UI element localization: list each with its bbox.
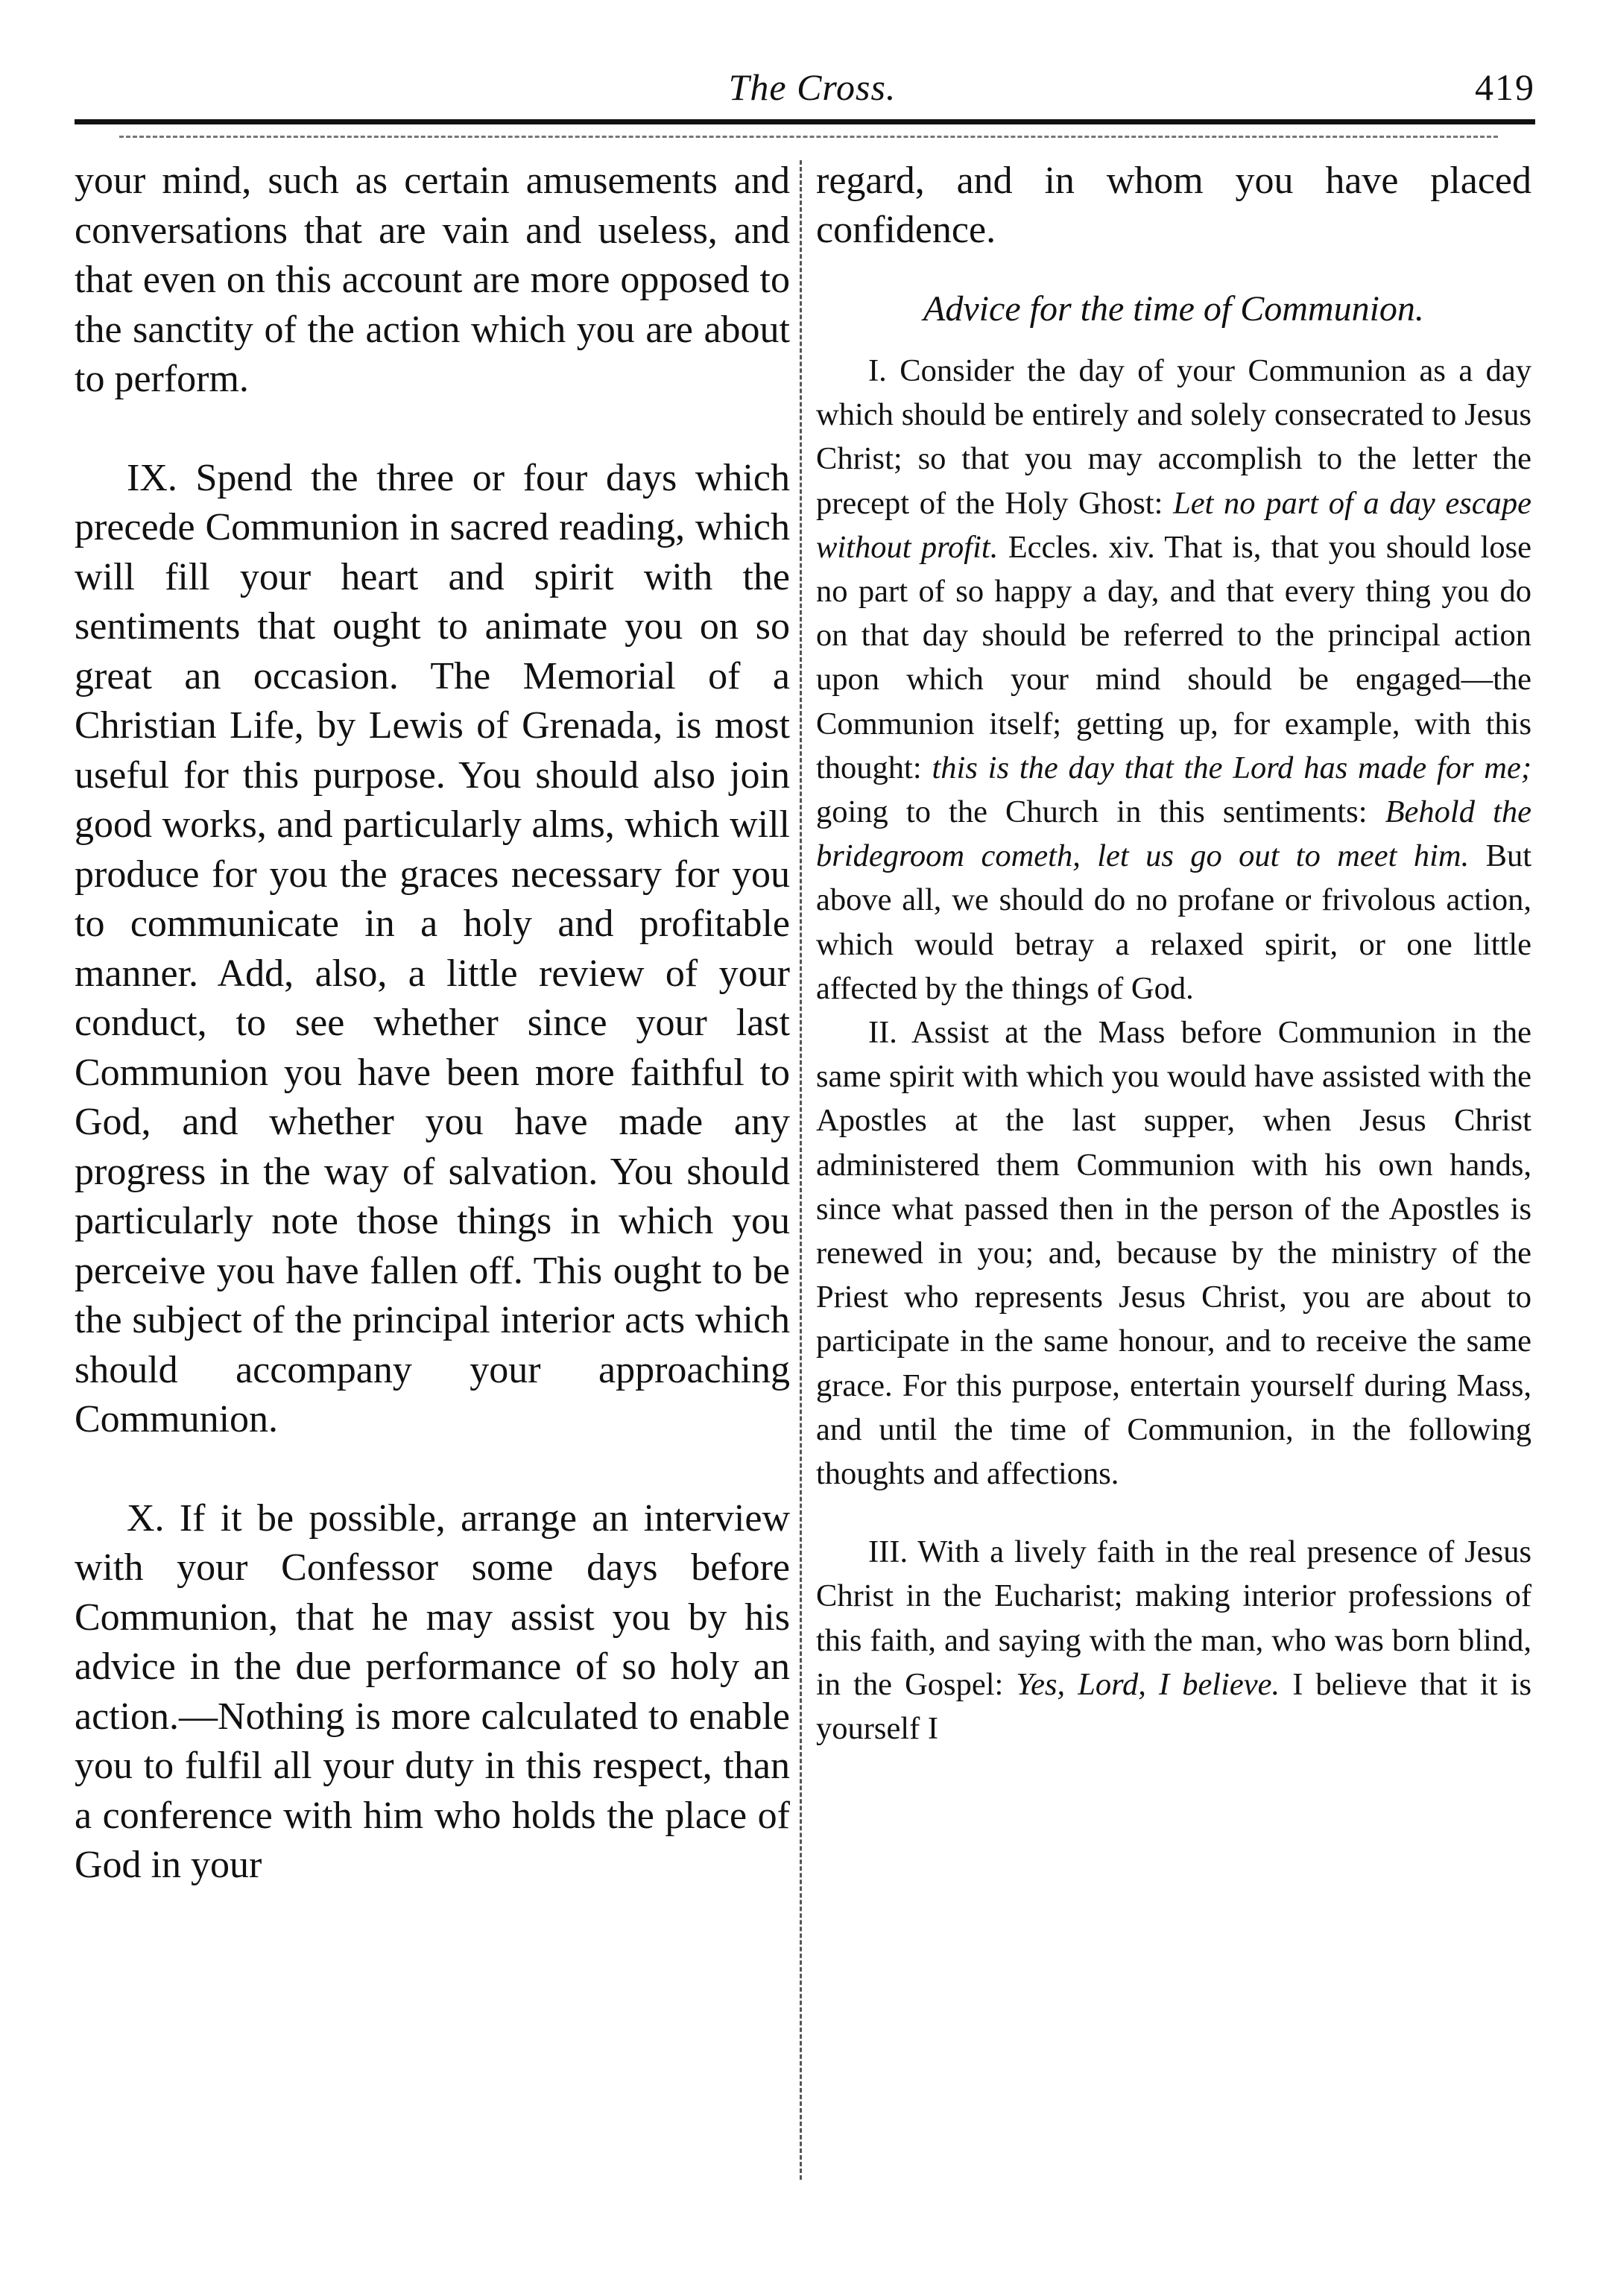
paragraph-i (816, 349, 1531, 1011)
paragraph-i-quote-f: Behold the bridegroom cometh, let us go out to meet him. (816, 794, 1531, 874)
paragraph-i-text-e: going to the Church in this sentiments: (816, 794, 1368, 830)
paragraph-iii (816, 1530, 1531, 1751)
paragraph-i-quote-a: Let no part of a day escape without profit. (816, 485, 1531, 565)
paragraph-continued-left: your mind, such as certain amusements and conversations that are vain and useless, and that even on this account are more opposed to the sanctity of the action which you are about to perform. (75, 159, 790, 400)
paragraph-ix: IX. Spend the three or four days which precede Communion in sacred reading, which will fill your heart and spirit with the sentiments that ought to animate you on so great an occasion. The Memorial of a Christian Life, by Lewis of Grenada, is most useful for this purpose. You should also join good works, and particularly alms, which will produce for you the graces necessary for you to communicate in a holy and profitable manner. Add, also, a little review of your conduct, to see whether since your last Communion you have been more faithful to God, and whether you have made any progress in the way of salvation. You should particularly note those things in which you perceive you have fallen off. This ought to be the subject of the principal interior acts which should accompany your approaching Communion. (75, 456, 790, 1440)
paragraph-i-text-g: But above all, we should do no profane or frivolous action, which would betray a relaxed spirit, or one little affected by the things of God. (816, 838, 1531, 1006)
paragraph-iii-quote-b: Yes, Lord, I believe. (1016, 1666, 1280, 1702)
paragraph-i-quote-d: this is the day that the Lord has made for me; (932, 750, 1531, 785)
section-heading: Advice for the time of Communion. (923, 289, 1424, 329)
page-number: 419 (1475, 66, 1535, 108)
paragraph-iii-text-a: III. With a lively faith in the real presence of Jesus Christ in the Eucharist; making interior professions of this faith, and saying with the man, who was born blind, in the Gospel: (816, 1534, 1531, 1702)
running-title: The Cross. (728, 66, 897, 108)
column-divider (800, 160, 802, 2180)
paragraph-iii-text-c: I believe that it is yourself I (816, 1666, 1531, 1747)
right-column (816, 156, 1531, 2258)
paragraph-i-text-a: I. Consider the day of your Communion as a day which should be entirely and solely consecrated to Jesus Christ; so that you may accomplish to the letter the precept of the Holy Ghost: (816, 353, 1531, 521)
paragraph-ii: II. Assist at the Mass before Communion in the same spirit with which you would have assisted with the Apostles at the last supper, when Jesus Christ administered them Communion with his own hands, since what passed then in the person of the Apostles is renewed in you; and, because by the ministry of the Priest who represents Jesus Christ, you are about to participate in the same honour, and to receive the same grace. For this purpose, entertain yourself during Mass, and until the time of Communion, in the following thoughts and affections. (816, 1015, 1531, 1492)
header-rule (75, 119, 1535, 124)
paragraph-continued-right: regard, and in whom you have placed confidence. (816, 159, 1531, 251)
header-rule-faint (119, 136, 1498, 138)
paragraph-x: X. If it be possible, arrange an interview with your Confessor some days before Communion, that he may assist you by his advice in the due performance of so holy an action.—Nothing is more calculated to enable you to fulfil all your duty in this respect, than a conference with him who holds the place of God in your (75, 1496, 790, 1886)
left-column (75, 156, 790, 2258)
paragraph-i-text-c: Eccles. xiv. That is, that you should lose no part of so happy a day, and that every thing you do on that day should be referred to the principal action upon which your mind should be engaged—the Communion itself; getting up, for example, with this thought: (816, 529, 1531, 785)
